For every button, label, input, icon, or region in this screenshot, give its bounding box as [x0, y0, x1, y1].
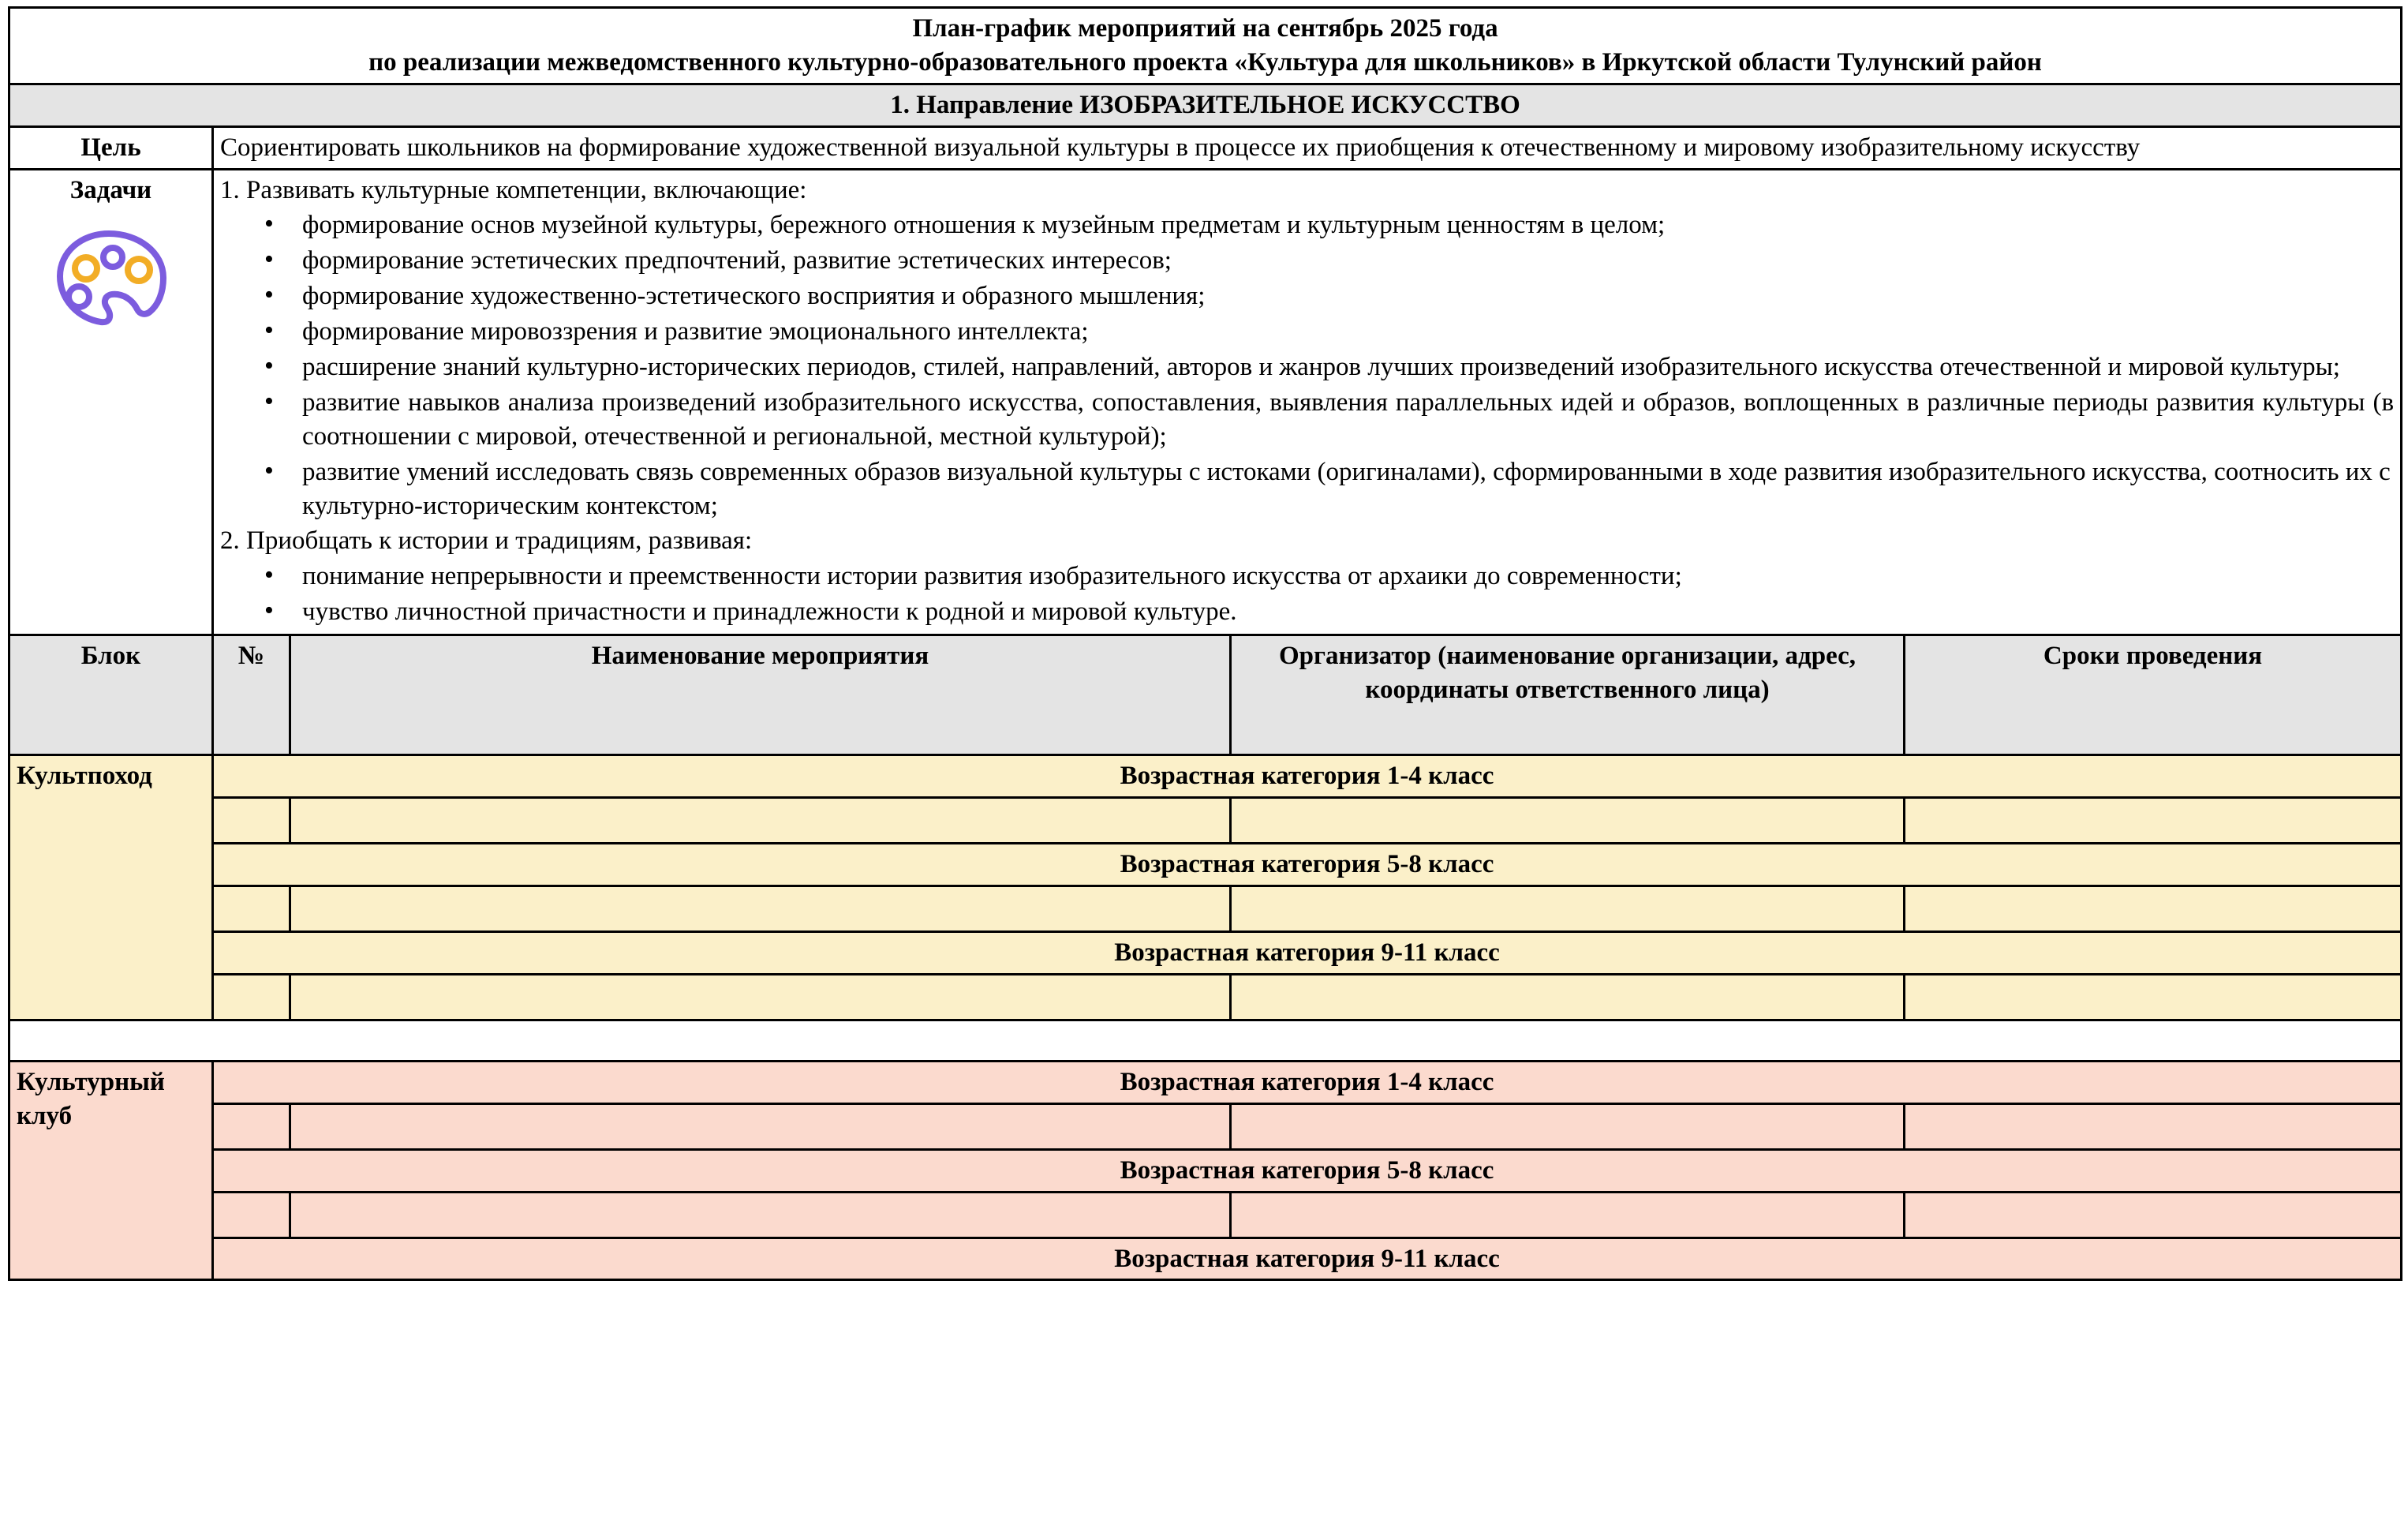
list-item: • формирование художественно-эстетического восприятия и образного мышления;: [302, 279, 2394, 313]
cell-number[interactable]: [213, 798, 290, 844]
list-item: • расширение знаний культурно-исторических периодов, стилей, направлений, авторов и жанров лучших произведений изобразительного искусства отечественной и мировой культуры;: [302, 350, 2394, 384]
age-category-label: Возрастная категория 9-11 класс: [213, 1238, 2402, 1280]
goal-text: Сориентировать школьников на формирование художественной визуальной культуры в процессе их приобщения к отечественному и мировому изобразительному искусству: [213, 126, 2402, 169]
goal-label: [9, 126, 213, 169]
cell-number[interactable]: [213, 1192, 290, 1238]
cell-event-name[interactable]: [290, 798, 1231, 844]
cell-number[interactable]: [213, 974, 290, 1020]
goal-label-text: Цель: [80, 133, 141, 162]
age-category-label: Возрастная категория 1-4 класс: [213, 1061, 2402, 1103]
column-header-dates: Сроки проведения: [1905, 635, 2402, 755]
table-row[interactable]: [9, 886, 2402, 931]
cell-number[interactable]: [213, 1103, 290, 1149]
tasks-group2-heading: 2. Приобщать к истории и традициям, развивая:: [220, 526, 753, 556]
block-kultpohod-category-3-row: [9, 931, 2402, 974]
cell-dates[interactable]: [1905, 974, 2402, 1020]
tasks-group1-heading: 1. Развивать культурные компетенции, включающие:: [220, 175, 807, 204]
document-title: [9, 8, 2402, 84]
age-category-label: Возрастная категория 1-4 класс: [213, 755, 2402, 798]
age-category-label: Возрастная категория 5-8 класс: [213, 844, 2402, 886]
list-item: • чувство личностной причастности и принадлежности к родной и мировой культуре.: [302, 595, 2394, 629]
block-label-kulturnyj-klub: Культурный клуб: [9, 1061, 213, 1280]
cell-event-name[interactable]: [290, 886, 1231, 931]
column-header-number: №: [213, 635, 290, 755]
column-header-block: Блок: [9, 635, 213, 755]
document-page: [0, 6, 2408, 1281]
title-row: [9, 8, 2402, 84]
cell-dates[interactable]: [1905, 1103, 2402, 1149]
cell-organizer[interactable]: [1231, 1103, 1905, 1149]
palette-icon: [17, 227, 205, 331]
tasks-label-text: Задачи: [69, 175, 152, 204]
title-line-1: План-график мероприятий на сентябрь 2025 года: [912, 14, 1498, 43]
block-kultpohod-category-1-row: [9, 755, 2402, 798]
direction-row: [9, 84, 2402, 126]
block-label-kultpohod: Культпоход: [9, 755, 213, 1020]
block-spacer-row: [9, 1020, 2402, 1061]
list-item: • понимание непрерывности и преемственности истории развития изобразительного искусства от архаики до современности;: [302, 560, 2394, 594]
tasks-group1-list: [220, 208, 2394, 522]
block-kulturnyj-klub-category-1-row: [9, 1061, 2402, 1103]
cell-event-name[interactable]: [290, 974, 1231, 1020]
age-category-label: Возрастная категория 5-8 класс: [213, 1149, 2402, 1192]
cell-organizer[interactable]: [1231, 798, 1905, 844]
block-kulturnyj-klub-category-2-row: [9, 1149, 2402, 1192]
list-item: • формирование мировоззрения и развитие эмоционального интеллекта;: [302, 315, 2394, 349]
goal-row: [9, 126, 2402, 169]
tasks-row: [9, 169, 2402, 635]
tasks-content: [213, 169, 2402, 635]
grid-header-row: [9, 635, 2402, 755]
column-header-organizer: Организатор (наименование организации, адрес, координаты ответственного лица): [1231, 635, 1905, 755]
direction-banner: 1. Направление ИЗОБРАЗИТЕЛЬНОЕ ИСКУССТВО: [9, 84, 2402, 126]
list-item: • формирование основ музейной культуры, бережного отношения к музейным предметам и культурным ценностям в целом;: [302, 208, 2394, 242]
cell-dates[interactable]: [1905, 1192, 2402, 1238]
table-row[interactable]: [9, 974, 2402, 1020]
list-item: • развитие умений исследовать связь современных образов визуальной культуры с истоками (оригиналами), сформированными в ходе развития изобразительного искусства, соотносить их с культурно-историческим контекстом;: [302, 455, 2394, 523]
tasks-group2-list: [220, 560, 2394, 629]
block-kultpohod-category-2-row: [9, 844, 2402, 886]
age-category-label: Возрастная категория 9-11 класс: [213, 931, 2402, 974]
schedule-table: [8, 6, 2402, 1281]
cell-organizer[interactable]: [1231, 974, 1905, 1020]
column-header-event-name: Наименование мероприятия: [290, 635, 1231, 755]
cell-event-name[interactable]: [290, 1103, 1231, 1149]
block-kulturnyj-klub-category-3-row: [9, 1238, 2402, 1280]
cell-organizer[interactable]: [1231, 1192, 1905, 1238]
list-item: • развитие навыков анализа произведений изобразительного искусства, сопоставления, выявления параллельных идей и образов, воплощенных в различные периоды развития культуры (в соотношении с мировой, отечественной и региональной, местной культурой);: [302, 386, 2394, 454]
cell-number[interactable]: [213, 886, 290, 931]
cell-organizer[interactable]: [1231, 886, 1905, 931]
cell-event-name[interactable]: [290, 1192, 1231, 1238]
tasks-label: [9, 169, 213, 635]
table-row[interactable]: [9, 798, 2402, 844]
cell-dates[interactable]: [1905, 886, 2402, 931]
title-line-2: по реализации межведомственного культурно-образовательного проекта «Культура для школьников» в Иркутской области Тулунский район: [368, 47, 2042, 77]
table-row[interactable]: [9, 1192, 2402, 1238]
cell-dates[interactable]: [1905, 798, 2402, 844]
table-row[interactable]: [9, 1103, 2402, 1149]
spacer-cell: [9, 1020, 2402, 1061]
list-item: • формирование эстетических предпочтений, развитие эстетических интересов;: [302, 244, 2394, 278]
